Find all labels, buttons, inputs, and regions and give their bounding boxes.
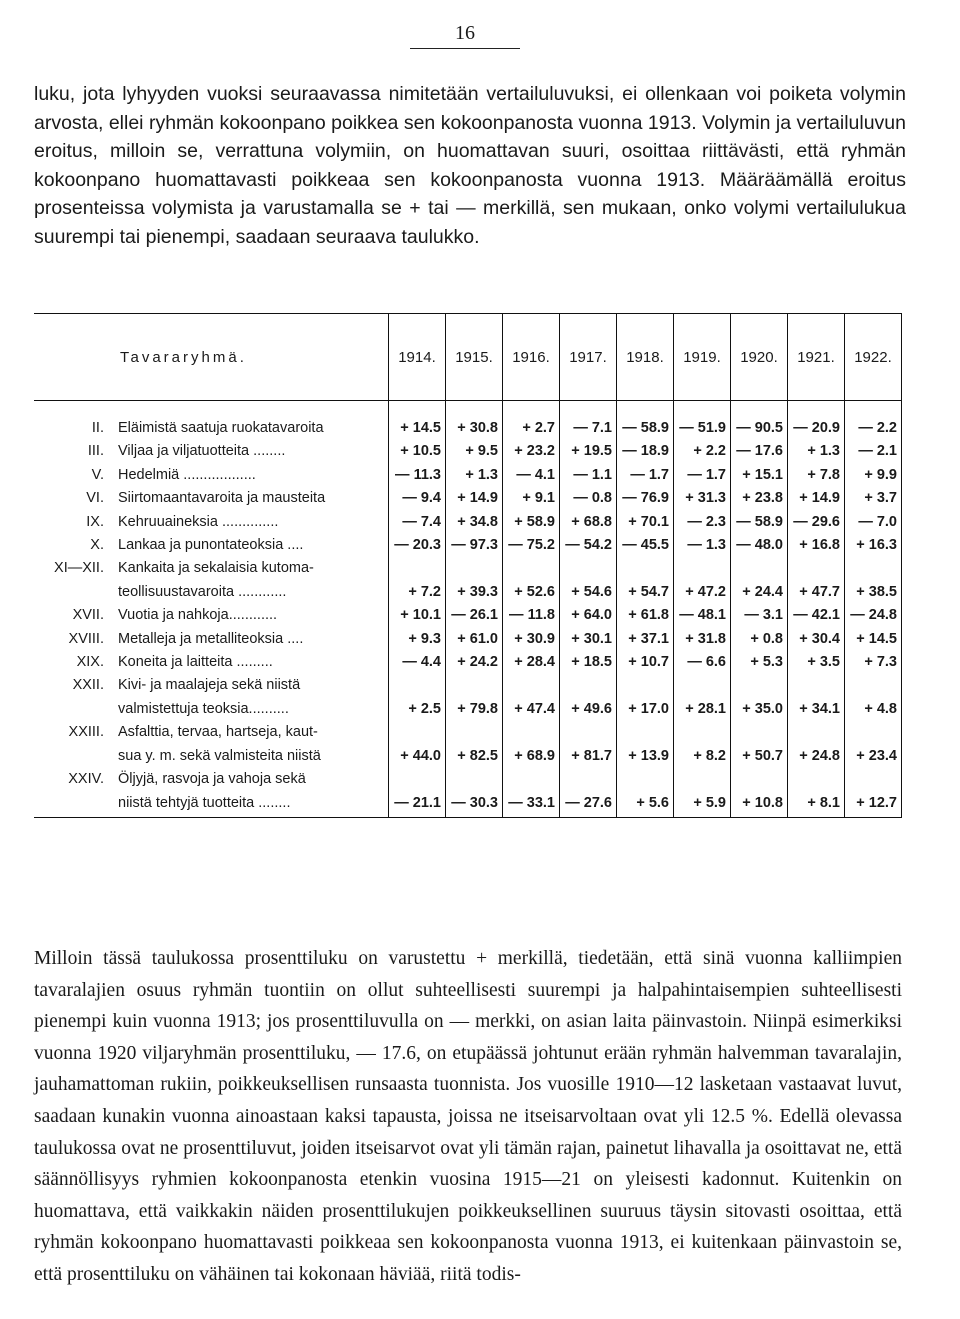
percent-value-cell: + 23.4: [845, 745, 902, 768]
percent-value-cell: [617, 557, 674, 580]
group-number: XXIII.: [68, 724, 104, 741]
percent-value-cell: + 30.8: [446, 401, 503, 441]
group-name: Hedelmiä ..................: [118, 466, 256, 483]
percent-value-cell: [617, 768, 674, 791]
percent-value-cell: + 54.6: [560, 581, 617, 604]
year-header: 1914.: [389, 314, 446, 401]
percent-value-cell: — 90.5: [731, 401, 788, 441]
group-name: Siirtomaantavaroita ja mausteita: [118, 490, 326, 507]
percent-value-cell: + 9.3: [389, 628, 446, 651]
table-row: [34, 721, 902, 744]
percent-value-cell: [788, 721, 845, 744]
page-number: 16: [455, 22, 475, 44]
percent-value-cell: [389, 674, 446, 697]
percent-value-cell: — 11.8: [503, 604, 560, 627]
percent-value-cell: + 18.5: [560, 651, 617, 674]
percent-value-cell: — 4.4: [389, 651, 446, 674]
closing-paragraph: Milloin tässä taulukossa prosenttiluku on varustettu + merkillä, tiedetään, että sinä vuonna kalliimpien tavaralajien osuus ryhmän tuontiin on ollut suhteellisesti suurempi ja halpahintaisempien suhteellisesti pienempi kuin vuonna 1913; jos prosenttiluvulla on — merkki, on asian laita päinvastoin. Niinpä esimerkiksi vuonna 1920 viljaryhmän prosenttiluku, — 17.6, on etupäässä johtunut erään ryhmän halvemman tavaralajin, jauhamattoman rukiin, poikkeuksellisen runsaasta tuonnista. Jos vuosille 1910—12 lasketaan vastaavat luvut, saadaan kunakin vuonna ainoastaan kaksi tapausta, joissa ne itseisarvoltaan ovat yli 12.5 %. Edellä olevassa taulukossa ovat ne prosenttiluvut, joiden itseisarvot ovat yli tämän rajan, painetut lihavalla ja osoittavat ne, että säännöllisyys ryhmien kokoonpanosta etenkin vuosina 1915—21 on yleisesti kadonnut. Kuitenkin on huomattava, että vaikkakin näiden prosenttilukujen poikkeuksellinen suuruus täysin sitovasti osoittaa, että ryhmän kokoonpano huomattavasti poikkeaa sen kokoonpanosta vuonna 1913, ei kuitenkaan päinvastoin se, että prosenttiluku on vähäinen tai kokonaan häviää, riitä todis-: [34, 948, 902, 1285]
percent-value-cell: + 24.2: [446, 651, 503, 674]
percent-value-cell: — 3.1: [731, 604, 788, 627]
percent-value-cell: [389, 768, 446, 791]
table-body: [34, 401, 902, 818]
percent-value-cell: + 35.0: [731, 698, 788, 721]
percent-value-cell: — 2.2: [845, 401, 902, 441]
percent-value-cell: + 30.1: [560, 628, 617, 651]
table-row: [34, 628, 902, 651]
year-header: 1921.: [788, 314, 845, 401]
percent-value-cell: + 14.5: [389, 401, 446, 441]
percent-value-cell: + 70.1: [617, 511, 674, 534]
percent-value-cell: [617, 721, 674, 744]
percent-value-cell: [560, 557, 617, 580]
group-number: [34, 792, 112, 818]
percent-value-cell: — 75.2: [503, 534, 560, 557]
percent-value-cell: [788, 557, 845, 580]
percent-value-cell: + 5.3: [731, 651, 788, 674]
percent-value-cell: + 52.6: [503, 581, 560, 604]
percent-value-cell: — 48.1: [674, 604, 731, 627]
percent-value-cell: + 2.5: [389, 698, 446, 721]
group-name: Viljaa ja viljatuotteita ........: [118, 443, 286, 460]
percent-value-cell: — 26.1: [446, 604, 503, 627]
percent-value-cell: + 64.0: [560, 604, 617, 627]
group-name: Asfalttia, tervaa, hartseja, kaut-: [118, 724, 318, 741]
group-name: Vuotia ja nahkoja............: [118, 607, 278, 624]
percent-value-cell: — 1.7: [674, 464, 731, 487]
percent-value-cell: [674, 768, 731, 791]
percent-value-cell: — 20.9: [788, 401, 845, 441]
table-header-row: [34, 314, 902, 401]
percent-value-cell: — 9.4: [389, 487, 446, 510]
group-number: X.: [90, 537, 104, 554]
table-row: [34, 464, 902, 487]
percent-value-cell: — 20.3: [389, 534, 446, 557]
percent-value-cell: — 24.8: [845, 604, 902, 627]
group-name: valmistettuja teoksia..........: [118, 700, 289, 717]
group-name: Kehruuaineksia ..............: [118, 513, 279, 530]
percent-value-cell: [845, 721, 902, 744]
percent-value-cell: + 39.3: [446, 581, 503, 604]
year-header: 1920.: [731, 314, 788, 401]
percent-value-cell: + 58.9: [503, 511, 560, 534]
percent-value-cell: + 1.3: [446, 464, 503, 487]
percent-value-cell: [845, 674, 902, 697]
percent-value-cell: + 38.5: [845, 581, 902, 604]
percent-value-cell: + 68.8: [560, 511, 617, 534]
percent-value-cell: + 17.0: [617, 698, 674, 721]
group-name: Eläimistä saatuja ruokatavaroita: [118, 420, 324, 436]
percent-value-cell: [389, 721, 446, 744]
percent-value-cell: [389, 557, 446, 580]
group-name: sua y. m. sekä valmisteita niistä: [118, 747, 321, 764]
percent-value-cell: [731, 768, 788, 791]
percent-value-cell: — 4.1: [503, 464, 560, 487]
percent-value-cell: + 37.1: [617, 628, 674, 651]
percent-value-cell: + 47.4: [503, 698, 560, 721]
table-row: [34, 604, 902, 627]
group-name: Kankaita ja sekalaisia kutoma-: [118, 560, 314, 577]
percent-value-cell: + 49.6: [560, 698, 617, 721]
percent-value-cell: — 29.6: [788, 511, 845, 534]
percent-value-cell: [446, 768, 503, 791]
percent-value-cell: — 7.4: [389, 511, 446, 534]
percent-value-cell: [503, 768, 560, 791]
group-column-header: Tavararyhmä.: [34, 314, 389, 401]
group-number: XXIV.: [68, 771, 104, 788]
table-row: [34, 674, 902, 697]
percent-value-cell: + 50.7: [731, 745, 788, 768]
table-row: [34, 557, 902, 580]
percent-value-cell: + 47.7: [788, 581, 845, 604]
year-header: 1916.: [503, 314, 560, 401]
percent-value-cell: + 7.3: [845, 651, 902, 674]
percent-value-cell: + 10.8: [731, 792, 788, 818]
table-row: [34, 440, 902, 463]
percent-value-cell: + 81.7: [560, 745, 617, 768]
percent-value-cell: — 7.0: [845, 511, 902, 534]
table-row: [34, 581, 902, 604]
percent-value-cell: [731, 674, 788, 697]
percent-value-cell: [845, 768, 902, 791]
table-row: [34, 401, 902, 441]
percent-value-cell: + 31.8: [674, 628, 731, 651]
percent-value-cell: + 13.9: [617, 745, 674, 768]
percent-value-cell: + 10.7: [617, 651, 674, 674]
group-name: Kivi- ja maalajeja sekä niistä: [118, 677, 301, 694]
percent-value-cell: + 3.5: [788, 651, 845, 674]
percent-value-cell: — 11.3: [389, 464, 446, 487]
group-number: XI—XII.: [54, 560, 104, 577]
percent-value-cell: [731, 721, 788, 744]
percent-value-cell: + 61.8: [617, 604, 674, 627]
percent-value-cell: — 21.1: [389, 792, 446, 818]
percent-value-cell: — 58.9: [617, 401, 674, 441]
group-number: IX.: [86, 513, 104, 530]
percent-value-cell: + 79.8: [446, 698, 503, 721]
group-name: Öljyjä, rasvoja ja vahoja sekä: [118, 771, 306, 788]
percent-value-cell: + 24.8: [788, 745, 845, 768]
percent-value-cell: + 9.9: [845, 464, 902, 487]
table-row: [34, 534, 902, 557]
percent-value-cell: — 0.8: [560, 487, 617, 510]
percent-value-cell: + 5.6: [617, 792, 674, 818]
percent-value-cell: + 15.1: [731, 464, 788, 487]
group-name: Lankaa ja punontateoksia ....: [118, 537, 304, 554]
percent-value-cell: + 4.8: [845, 698, 902, 721]
percent-value-cell: + 23.8: [731, 487, 788, 510]
percent-value-cell: [503, 721, 560, 744]
percent-value-cell: — 76.9: [617, 487, 674, 510]
group-number: [34, 581, 112, 604]
percent-value-cell: — 1.3: [674, 534, 731, 557]
percent-value-cell: — 58.9: [731, 511, 788, 534]
percent-value-cell: [503, 674, 560, 697]
percent-value-cell: + 14.5: [845, 628, 902, 651]
percent-value-cell: [560, 721, 617, 744]
percent-value-cell: [617, 674, 674, 697]
percent-value-cell: + 68.9: [503, 745, 560, 768]
percent-value-cell: + 28.1: [674, 698, 731, 721]
percent-value-cell: + 8.1: [788, 792, 845, 818]
year-header: 1918.: [617, 314, 674, 401]
percent-value-cell: [845, 557, 902, 580]
percent-value-cell: — 42.1: [788, 604, 845, 627]
group-name: Koneita ja laitteita .........: [118, 654, 273, 671]
percent-value-cell: [674, 674, 731, 697]
percent-value-cell: — 30.3: [446, 792, 503, 818]
percent-value-cell: — 18.9: [617, 440, 674, 463]
group-number: [34, 745, 112, 768]
group-number: II.: [91, 420, 104, 436]
percent-value-cell: + 5.9: [674, 792, 731, 818]
table-row: [34, 487, 902, 510]
table-row: [34, 768, 902, 791]
percent-value-cell: + 8.2: [674, 745, 731, 768]
percent-value-cell: + 14.9: [446, 487, 503, 510]
group-number: [34, 698, 112, 721]
percent-value-cell: + 2.7: [503, 401, 560, 441]
percent-value-cell: + 24.4: [731, 581, 788, 604]
percent-value-cell: [788, 674, 845, 697]
percent-value-cell: + 16.8: [788, 534, 845, 557]
percent-value-cell: + 12.7: [845, 792, 902, 818]
percent-value-cell: + 47.2: [674, 581, 731, 604]
percent-value-cell: + 61.0: [446, 628, 503, 651]
percent-value-cell: + 9.1: [503, 487, 560, 510]
percent-value-cell: — 17.6: [731, 440, 788, 463]
table-row: [34, 745, 902, 768]
group-name: Metalleja ja metalliteoksia ....: [118, 630, 304, 647]
percent-value-cell: — 45.5: [617, 534, 674, 557]
percent-value-cell: — 2.1: [845, 440, 902, 463]
group-number: XVII.: [72, 607, 104, 624]
header-rule: [410, 48, 520, 49]
percent-value-cell: [731, 557, 788, 580]
price-composition-table: [34, 313, 902, 818]
percent-value-cell: — 54.2: [560, 534, 617, 557]
percent-value-cell: + 34.8: [446, 511, 503, 534]
percent-value-cell: + 31.3: [674, 487, 731, 510]
group-number: III.: [87, 443, 104, 460]
percent-value-cell: — 7.1: [560, 401, 617, 441]
percent-value-cell: + 16.3: [845, 534, 902, 557]
year-header: 1917.: [560, 314, 617, 401]
percent-value-cell: + 82.5: [446, 745, 503, 768]
year-header: 1922.: [845, 314, 902, 401]
group-number: XXII.: [72, 677, 104, 694]
percent-value-cell: [674, 557, 731, 580]
percent-value-cell: [446, 721, 503, 744]
table-row: [34, 792, 902, 818]
group-number: V.: [91, 466, 104, 483]
percent-value-cell: — 27.6: [560, 792, 617, 818]
table-row: [34, 511, 902, 534]
group-number: XIX.: [76, 654, 104, 671]
intro-paragraph: luku, jota lyhyyden vuoksi seuraavassa nimitetään vertailuluvuksi, ei ollenkaan voi poiketa volymin arvosta, ellei ryhmän kokoonpano poikkea sen kokoonpanosta vuonna 1913. Volymin ja vertailuluvun eroitus, milloin se, verrattuna volymiin, on huomattavan suuri, osoittaa riittävästi, että ryhmän kokoonpano huomattavasti poikkeaa sen kokoonpanosta vuonna 1913. Määräämällä eroitus prosenteissa volymista ja varustamalla se + tai — merkillä, sen mukaan, onko volymi vertailulukua suurempi tai pienempi, saadaan seuraava taulukko.: [34, 83, 906, 248]
percent-value-cell: + 28.4: [503, 651, 560, 674]
percent-value-cell: + 34.1: [788, 698, 845, 721]
group-number: XVIII.: [68, 630, 104, 647]
percent-value-cell: + 30.9: [503, 628, 560, 651]
year-header: 1915.: [446, 314, 503, 401]
percent-value-cell: + 19.5: [560, 440, 617, 463]
percent-value-cell: — 1.7: [617, 464, 674, 487]
percent-value-cell: + 7.2: [389, 581, 446, 604]
percent-value-cell: — 6.6: [674, 651, 731, 674]
percent-value-cell: + 3.7: [845, 487, 902, 510]
percent-value-cell: — 51.9: [674, 401, 731, 441]
percent-value-cell: + 10.1: [389, 604, 446, 627]
percent-value-cell: + 9.5: [446, 440, 503, 463]
group-name: niistä tehtyjä tuotteita ........: [112, 792, 389, 818]
percent-value-cell: [446, 557, 503, 580]
percent-value-cell: — 2.3: [674, 511, 731, 534]
percent-value-cell: + 2.2: [674, 440, 731, 463]
percent-value-cell: + 44.0: [389, 745, 446, 768]
percent-value-cell: + 23.2: [503, 440, 560, 463]
percent-value-cell: — 1.1: [560, 464, 617, 487]
percent-value-cell: + 1.3: [788, 440, 845, 463]
percent-value-cell: [560, 768, 617, 791]
percent-value-cell: [560, 674, 617, 697]
percent-value-cell: + 10.5: [389, 440, 446, 463]
percent-value-cell: + 30.4: [788, 628, 845, 651]
percent-value-cell: + 7.8: [788, 464, 845, 487]
percent-value-cell: [674, 721, 731, 744]
percent-value-cell: [788, 768, 845, 791]
percent-value-cell: + 14.9: [788, 487, 845, 510]
table-row: [34, 698, 902, 721]
percent-value-cell: [503, 557, 560, 580]
year-header: 1919.: [674, 314, 731, 401]
percent-value-cell: — 33.1: [503, 792, 560, 818]
percent-value-cell: — 48.0: [731, 534, 788, 557]
percent-value-cell: [446, 674, 503, 697]
group-name: teollisuustavaroita ............: [118, 583, 287, 600]
table-row: [34, 651, 902, 674]
group-number: VI.: [86, 490, 104, 507]
percent-value-cell: — 97.3: [446, 534, 503, 557]
percent-value-cell: + 54.7: [617, 581, 674, 604]
percent-value-cell: + 0.8: [731, 628, 788, 651]
